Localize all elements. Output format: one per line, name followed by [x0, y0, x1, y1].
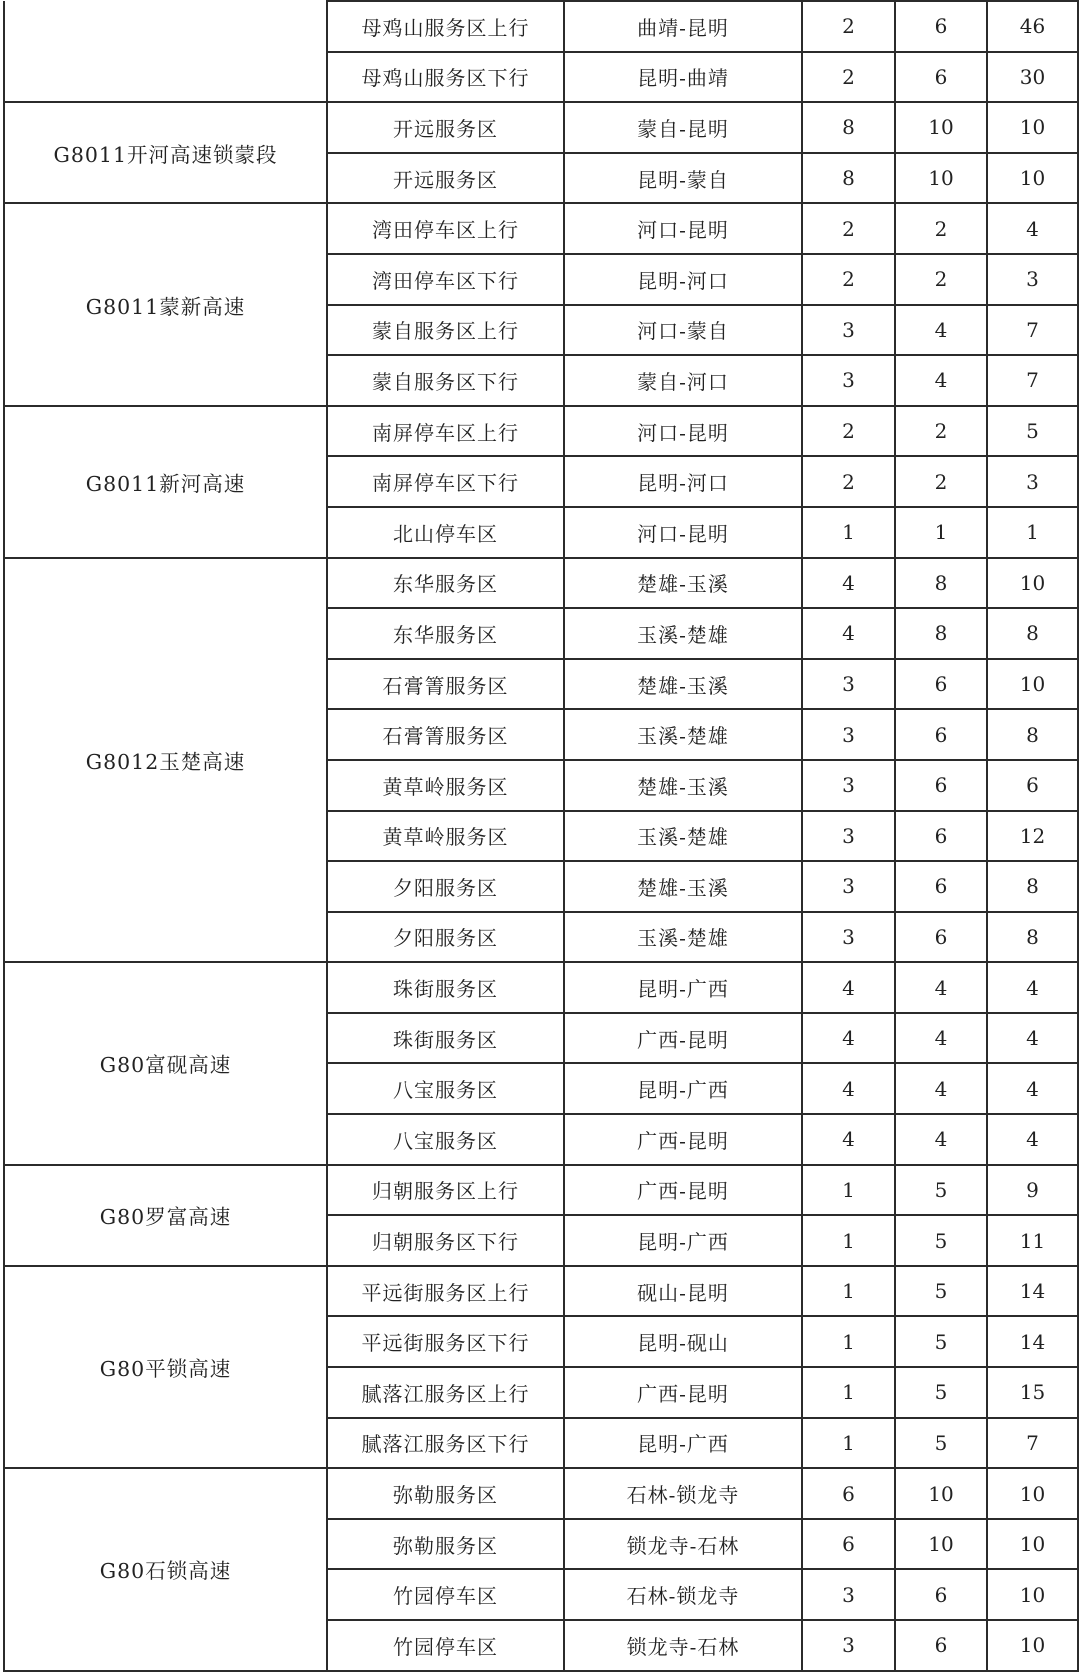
direction-cell: 昆明-广西	[564, 1418, 802, 1469]
service-area-cell: 竹园停车区	[327, 1620, 564, 1671]
highway-name-cell: G8011新河高速	[4, 406, 327, 558]
direction-cell: 河口-蒙自	[564, 305, 802, 356]
count-b-cell: 4	[895, 305, 987, 356]
direction-cell: 河口-昆明	[564, 203, 802, 254]
count-a-cell: 1	[802, 1367, 895, 1418]
direction-cell: 昆明-曲靖	[564, 52, 802, 103]
highway-name-cell: G8012玉楚高速	[4, 558, 327, 963]
count-a-cell: 8	[802, 153, 895, 204]
count-c-cell: 4	[987, 1013, 1078, 1064]
table-row	[4, 558, 1078, 609]
service-area-cell: 弥勒服务区	[327, 1468, 564, 1519]
service-area-cell: 母鸡山服务区上行	[327, 1, 564, 52]
count-c-cell: 7	[987, 355, 1078, 406]
count-b-cell: 6	[895, 1569, 987, 1620]
count-a-cell: 1	[802, 507, 895, 558]
count-b-cell: 10	[895, 102, 987, 153]
count-a-cell: 4	[802, 558, 895, 609]
count-c-cell: 8	[987, 861, 1078, 912]
service-area-cell: 母鸡山服务区下行	[327, 52, 564, 103]
count-b-cell: 6	[895, 811, 987, 862]
count-c-cell: 3	[987, 456, 1078, 507]
count-b-cell: 6	[895, 52, 987, 103]
count-c-cell: 4	[987, 203, 1078, 254]
count-a-cell: 3	[802, 861, 895, 912]
service-area-cell: 八宝服务区	[327, 1063, 564, 1114]
count-b-cell: 1	[895, 507, 987, 558]
count-c-cell: 5	[987, 406, 1078, 457]
count-b-cell: 5	[895, 1266, 987, 1317]
service-area-cell: 珠街服务区	[327, 1013, 564, 1064]
service-area-cell: 归朝服务区下行	[327, 1215, 564, 1266]
count-b-cell: 6	[895, 659, 987, 710]
service-area-cell: 珠街服务区	[327, 962, 564, 1013]
count-b-cell: 4	[895, 1063, 987, 1114]
count-a-cell: 3	[802, 811, 895, 862]
count-c-cell: 4	[987, 962, 1078, 1013]
direction-cell: 楚雄-玉溪	[564, 760, 802, 811]
count-a-cell: 1	[802, 1266, 895, 1317]
count-a-cell: 3	[802, 912, 895, 963]
direction-cell: 昆明-广西	[564, 1063, 802, 1114]
direction-cell: 广西-昆明	[564, 1367, 802, 1418]
count-a-cell: 3	[802, 659, 895, 710]
count-b-cell: 2	[895, 456, 987, 507]
count-a-cell: 3	[802, 709, 895, 760]
count-c-cell: 10	[987, 1569, 1078, 1620]
count-c-cell: 14	[987, 1316, 1078, 1367]
count-a-cell: 3	[802, 760, 895, 811]
service-area-cell: 平远街服务区上行	[327, 1266, 564, 1317]
direction-cell: 石林-锁龙寺	[564, 1468, 802, 1519]
direction-cell: 玉溪-楚雄	[564, 709, 802, 760]
count-a-cell: 2	[802, 52, 895, 103]
service-area-cell: 南屏停车区下行	[327, 456, 564, 507]
service-area-cell: 东华服务区	[327, 608, 564, 659]
count-c-cell: 8	[987, 912, 1078, 963]
count-b-cell: 5	[895, 1316, 987, 1367]
service-area-cell: 腻落江服务区下行	[327, 1418, 564, 1469]
direction-cell: 蒙自-河口	[564, 355, 802, 406]
direction-cell: 玉溪-楚雄	[564, 608, 802, 659]
direction-cell: 昆明-蒙自	[564, 153, 802, 204]
direction-cell: 玉溪-楚雄	[564, 811, 802, 862]
service-area-cell: 开远服务区	[327, 102, 564, 153]
count-b-cell: 2	[895, 254, 987, 305]
count-b-cell: 5	[895, 1367, 987, 1418]
count-c-cell: 30	[987, 52, 1078, 103]
direction-cell: 昆明-广西	[564, 962, 802, 1013]
direction-cell: 锁龙寺-石林	[564, 1519, 802, 1570]
count-b-cell: 6	[895, 1, 987, 52]
count-c-cell: 10	[987, 153, 1078, 204]
count-b-cell: 2	[895, 406, 987, 457]
table-row	[4, 102, 1078, 153]
count-a-cell: 3	[802, 1620, 895, 1671]
direction-cell: 昆明-河口	[564, 254, 802, 305]
count-b-cell: 10	[895, 1519, 987, 1570]
count-a-cell: 3	[802, 355, 895, 406]
service-area-cell: 湾田停车区下行	[327, 254, 564, 305]
service-area-cell: 竹园停车区	[327, 1569, 564, 1620]
count-b-cell: 6	[895, 1620, 987, 1671]
count-a-cell: 2	[802, 254, 895, 305]
count-b-cell: 4	[895, 355, 987, 406]
count-b-cell: 10	[895, 153, 987, 204]
table-row	[4, 203, 1078, 254]
count-c-cell: 10	[987, 659, 1078, 710]
count-a-cell: 1	[802, 1418, 895, 1469]
service-area-cell: 石膏箐服务区	[327, 659, 564, 710]
table-row	[4, 1165, 1078, 1216]
count-c-cell: 7	[987, 305, 1078, 356]
count-c-cell: 10	[987, 102, 1078, 153]
count-a-cell: 4	[802, 962, 895, 1013]
service-area-cell: 南屏停车区上行	[327, 406, 564, 457]
count-b-cell: 8	[895, 558, 987, 609]
count-a-cell: 4	[802, 608, 895, 659]
service-area-cell: 腻落江服务区上行	[327, 1367, 564, 1418]
table-body	[4, 1, 1078, 1671]
count-c-cell: 10	[987, 1468, 1078, 1519]
direction-cell: 广西-昆明	[564, 1013, 802, 1064]
count-b-cell: 6	[895, 861, 987, 912]
highway-name-cell: G80平锁高速	[4, 1266, 327, 1468]
highway-name-cell: G80石锁高速	[4, 1468, 327, 1670]
table-row	[4, 1266, 1078, 1317]
count-a-cell: 3	[802, 305, 895, 356]
highway-name-cell: G80罗富高速	[4, 1165, 327, 1266]
service-area-cell: 东华服务区	[327, 558, 564, 609]
service-area-table	[3, 0, 1079, 1672]
count-a-cell: 4	[802, 1114, 895, 1165]
table-row	[4, 1, 1078, 52]
count-c-cell: 4	[987, 1063, 1078, 1114]
count-c-cell: 3	[987, 254, 1078, 305]
service-area-cell: 黄草岭服务区	[327, 760, 564, 811]
count-c-cell: 4	[987, 1114, 1078, 1165]
count-b-cell: 4	[895, 1114, 987, 1165]
count-a-cell: 4	[802, 1013, 895, 1064]
service-area-cell: 蒙自服务区上行	[327, 305, 564, 356]
direction-cell: 蒙自-昆明	[564, 102, 802, 153]
count-c-cell: 14	[987, 1266, 1078, 1317]
count-c-cell: 8	[987, 608, 1078, 659]
direction-cell: 昆明-河口	[564, 456, 802, 507]
count-b-cell: 2	[895, 203, 987, 254]
service-area-cell: 蒙自服务区下行	[327, 355, 564, 406]
count-a-cell: 1	[802, 1316, 895, 1367]
count-b-cell: 10	[895, 1468, 987, 1519]
service-area-cell: 夕阳服务区	[327, 912, 564, 963]
service-area-cell: 黄草岭服务区	[327, 811, 564, 862]
direction-cell: 楚雄-玉溪	[564, 558, 802, 609]
count-b-cell: 8	[895, 608, 987, 659]
direction-cell: 锁龙寺-石林	[564, 1620, 802, 1671]
count-c-cell: 46	[987, 1, 1078, 52]
service-area-cell: 平远街服务区下行	[327, 1316, 564, 1367]
count-a-cell: 6	[802, 1519, 895, 1570]
highway-name-cell: G80富砚高速	[4, 962, 327, 1164]
count-c-cell: 10	[987, 1519, 1078, 1570]
service-area-cell: 湾田停车区上行	[327, 203, 564, 254]
count-c-cell: 9	[987, 1165, 1078, 1216]
count-a-cell: 1	[802, 1165, 895, 1216]
table-row	[4, 406, 1078, 457]
count-c-cell: 7	[987, 1418, 1078, 1469]
count-a-cell: 4	[802, 1063, 895, 1114]
table-row	[4, 962, 1078, 1013]
direction-cell: 玉溪-楚雄	[564, 912, 802, 963]
service-area-cell: 北山停车区	[327, 507, 564, 558]
count-b-cell: 5	[895, 1165, 987, 1216]
count-c-cell: 10	[987, 1620, 1078, 1671]
count-a-cell: 2	[802, 203, 895, 254]
service-area-cell: 开远服务区	[327, 153, 564, 204]
count-a-cell: 3	[802, 1569, 895, 1620]
direction-cell: 河口-昆明	[564, 406, 802, 457]
count-b-cell: 4	[895, 1013, 987, 1064]
direction-cell: 广西-昆明	[564, 1114, 802, 1165]
direction-cell: 曲靖-昆明	[564, 1, 802, 52]
count-a-cell: 6	[802, 1468, 895, 1519]
highway-name-cell	[4, 1, 327, 102]
service-area-cell: 八宝服务区	[327, 1114, 564, 1165]
count-a-cell: 2	[802, 456, 895, 507]
direction-cell: 砚山-昆明	[564, 1266, 802, 1317]
direction-cell: 昆明-砚山	[564, 1316, 802, 1367]
direction-cell: 广西-昆明	[564, 1165, 802, 1216]
count-a-cell: 2	[802, 1, 895, 52]
count-b-cell: 6	[895, 760, 987, 811]
count-c-cell: 8	[987, 709, 1078, 760]
count-c-cell: 1	[987, 507, 1078, 558]
service-area-cell: 归朝服务区上行	[327, 1165, 564, 1216]
count-c-cell: 15	[987, 1367, 1078, 1418]
count-a-cell: 8	[802, 102, 895, 153]
count-c-cell: 10	[987, 558, 1078, 609]
service-area-cell: 石膏箐服务区	[327, 709, 564, 760]
count-b-cell: 6	[895, 912, 987, 963]
count-b-cell: 5	[895, 1215, 987, 1266]
service-area-cell: 夕阳服务区	[327, 861, 564, 912]
count-a-cell: 1	[802, 1215, 895, 1266]
direction-cell: 昆明-广西	[564, 1215, 802, 1266]
highway-name-cell: G8011蒙新高速	[4, 203, 327, 405]
highway-name-cell: G8011开河高速锁蒙段	[4, 102, 327, 203]
count-a-cell: 2	[802, 406, 895, 457]
count-b-cell: 5	[895, 1418, 987, 1469]
service-area-cell: 弥勒服务区	[327, 1519, 564, 1570]
count-b-cell: 4	[895, 962, 987, 1013]
count-c-cell: 12	[987, 811, 1078, 862]
direction-cell: 河口-昆明	[564, 507, 802, 558]
count-c-cell: 11	[987, 1215, 1078, 1266]
table-row	[4, 1468, 1078, 1519]
direction-cell: 楚雄-玉溪	[564, 659, 802, 710]
direction-cell: 楚雄-玉溪	[564, 861, 802, 912]
count-c-cell: 6	[987, 760, 1078, 811]
count-b-cell: 6	[895, 709, 987, 760]
direction-cell: 石林-锁龙寺	[564, 1569, 802, 1620]
